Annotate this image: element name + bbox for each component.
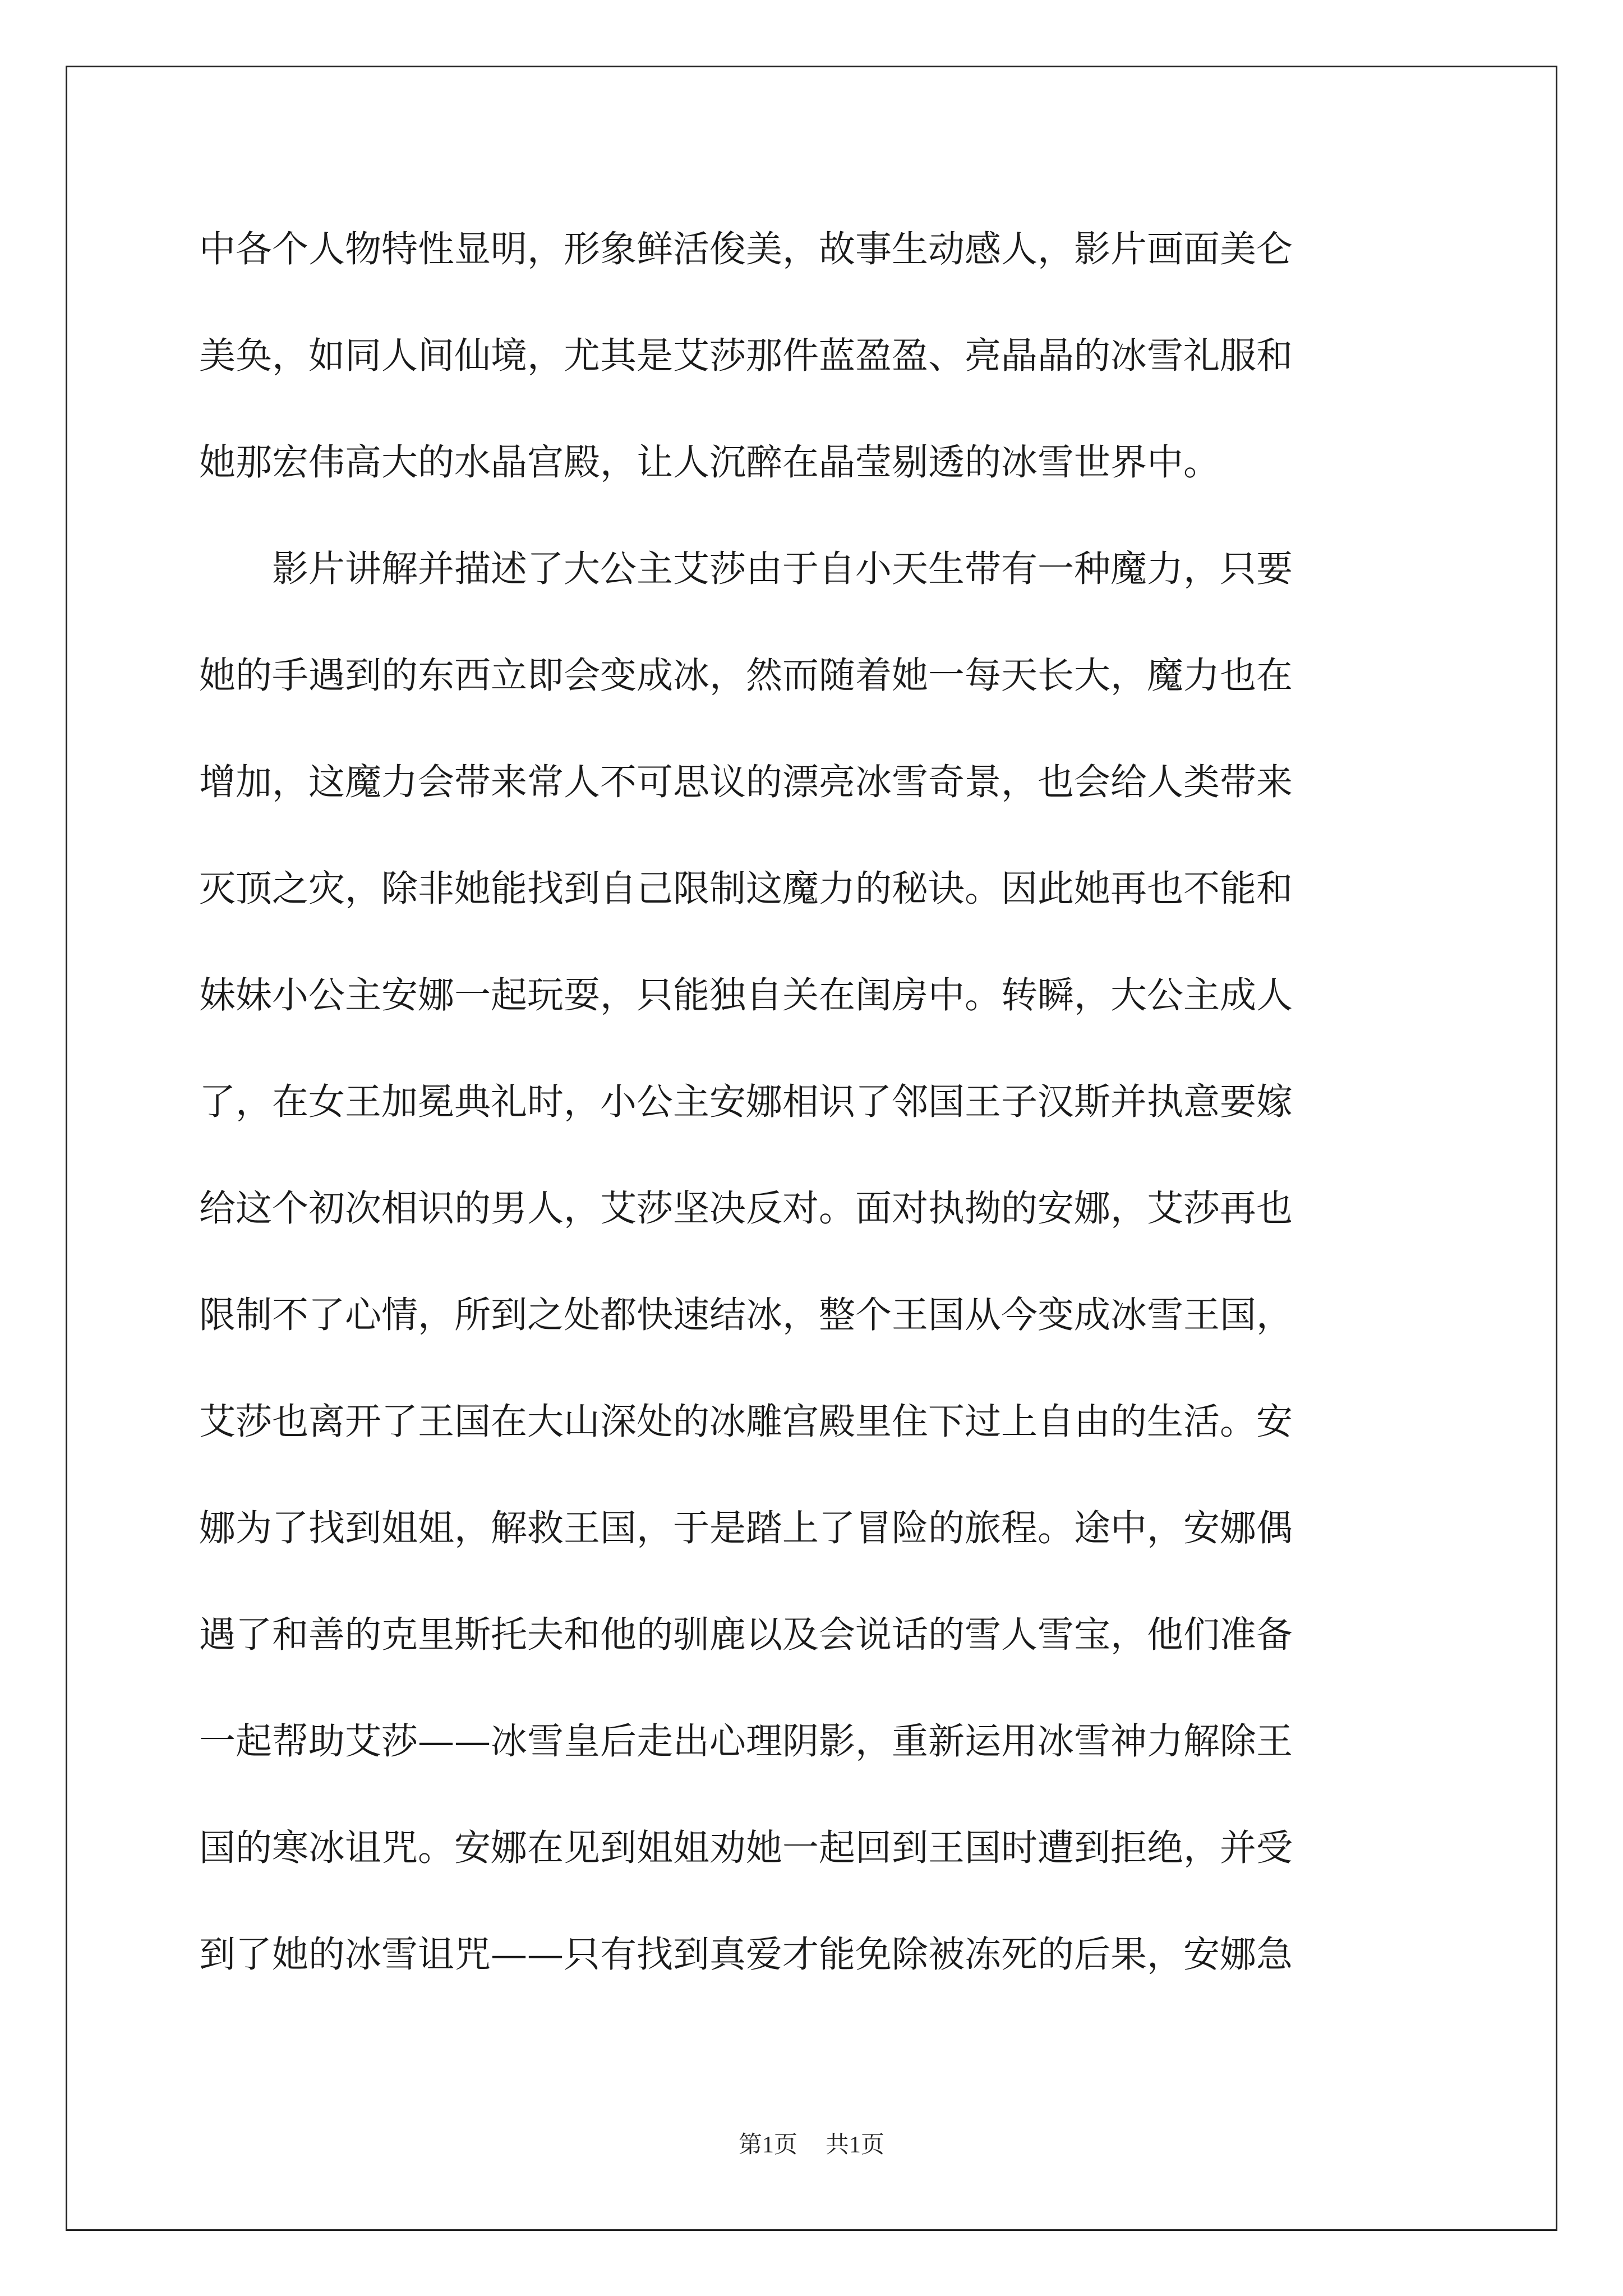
document-body	[199, 213, 1433, 2025]
text-line: 给这个初次相识的男人，艾莎坚决反对。面对执拗的安娜，艾莎再也	[199, 1188, 1293, 1230]
text-line: 她那宏伟高大的水晶宫殿，让人沉醉在晶莹剔透的冰雪世界中。	[199, 441, 1220, 484]
page-footer	[0, 2126, 1623, 2160]
text-line: 遇了和善的克里斯托夫和他的驯鹿以及会说话的雪人雪宝，他们准备	[199, 1614, 1293, 1656]
text-line: 她的手遇到的东西立即会变成冰，然而随着她一每天长大，魔力也在	[199, 655, 1293, 697]
text-line: 灭顶之灾，除非她能找到自己限制这魔力的秘诀。因此她再也不能和	[199, 868, 1293, 910]
text-line: 美奂，如同人间仙境，尤其是艾莎那件蓝盈盈、亮晶晶的冰雪礼服和	[199, 335, 1293, 377]
text-line: 了，在女王加冕典礼时，小公主安娜相识了邻国王子汉斯并执意要嫁	[199, 1081, 1293, 1123]
text-line: 妹妹小公主安娜一起玩耍，只能独自关在闺房中。转瞬，大公主成人	[199, 974, 1293, 1016]
text-line: 中各个人物特性显明，形象鲜活俊美，故事生动感人，影片画面美仑	[199, 228, 1293, 270]
page-number: 第1页	[738, 2132, 797, 2158]
paragraph-first-line: 影片讲解并描述了大公主艾莎由于自小天生带有一种魔力，只要	[272, 548, 1293, 590]
page-total: 共1页	[826, 2132, 885, 2158]
text-line: 娜为了找到姐姐，解救王国，于是踏上了冒险的旅程。途中，安娜偶	[199, 1507, 1293, 1549]
text-line: 一起帮助艾莎——冰雪皇后走出心理阴影，重新运用冰雪神力解除王	[199, 1720, 1293, 1763]
text-line: 艾莎也离开了王国在大山深处的冰雕宫殿里住下过上自由的生活。安	[199, 1401, 1293, 1443]
text-line: 到了她的冰雪诅咒——只有找到真爱才能免除被冻死的后果，安娜急	[199, 1934, 1293, 1976]
text-line: 限制不了心情，所到之处都快速结冰，整个王国从今变成冰雪王国，	[199, 1294, 1293, 1336]
text-line: 增加，这魔力会带来常人不可思议的漂亮冰雪奇景，也会给人类带来	[199, 761, 1293, 803]
text-line: 国的寒冰诅咒。安娜在见到姐姐劝她一起回到王国时遭到拒绝，并受	[199, 1827, 1293, 1869]
